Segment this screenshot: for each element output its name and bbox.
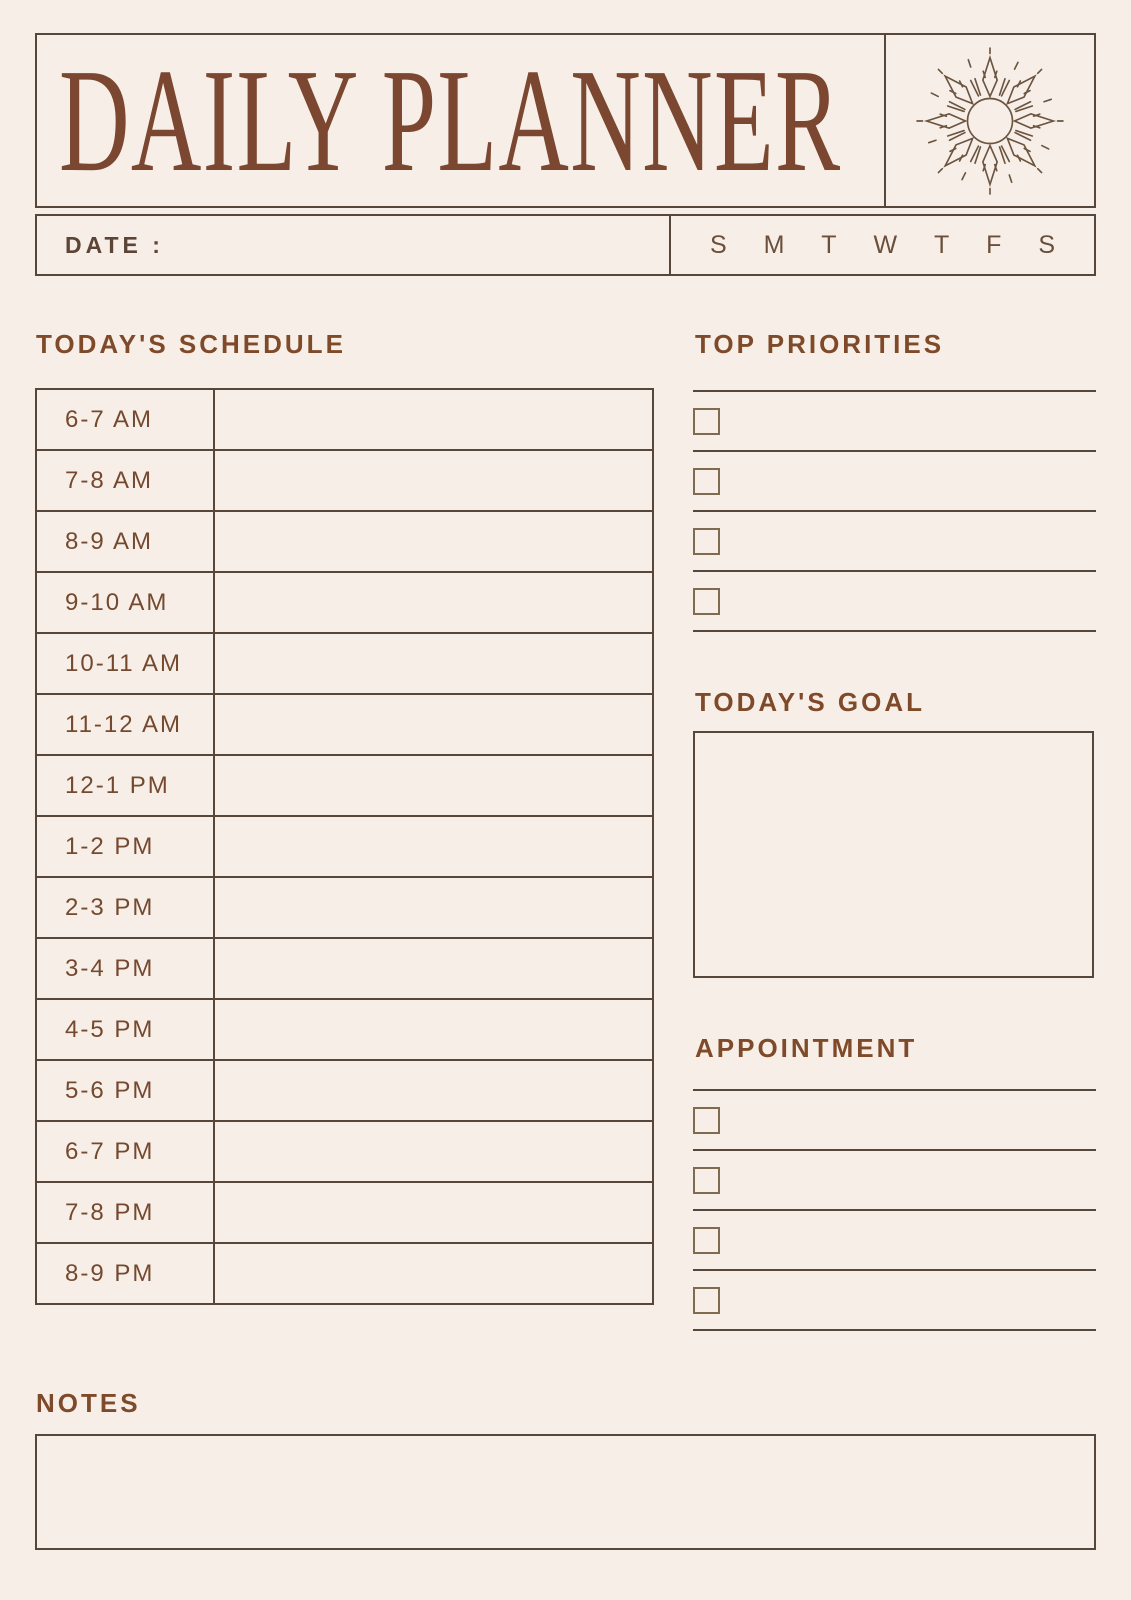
schedule-entry-field[interactable] [215,817,652,876]
schedule-time-label: 2-3 PM [37,878,215,937]
day-letter-sunday[interactable]: S [710,230,727,259]
day-letter-friday[interactable]: F [986,230,1002,259]
day-letter-tuesday[interactable]: T [821,230,837,259]
notes-field[interactable] [35,1434,1096,1550]
appointment-heading: APPOINTMENT [695,1033,918,1063]
priorities-heading: TOP PRIORITIES [695,329,945,359]
date-label: DATE : [65,231,164,258]
appointment-row [693,1211,1096,1271]
schedule-row [37,815,652,876]
priority-row [693,452,1096,512]
schedule-time-label: 7-8 PM [37,1183,215,1242]
priority-row [693,572,1096,632]
schedule-time-label: 8-9 AM [37,512,215,571]
schedule-time-label: 1-2 PM [37,817,215,876]
schedule-row [37,754,652,815]
notes-heading: NOTES [36,1388,141,1418]
schedule-row [37,937,652,998]
appointment-checkbox[interactable] [693,1287,720,1314]
day-letter-monday[interactable]: M [763,230,785,259]
appointment-line[interactable] [720,1271,1096,1329]
priority-checkbox[interactable] [693,588,720,615]
schedule-row [37,510,652,571]
date-cell [37,216,669,274]
appointment-line[interactable] [720,1091,1096,1149]
schedule-row [37,876,652,937]
day-letter-thursday[interactable]: T [933,230,950,259]
schedule-entry-field[interactable] [215,756,652,815]
schedule-entry-field[interactable] [215,878,652,937]
date-row [35,214,1096,276]
priority-checkbox[interactable] [693,468,720,495]
schedule-row [37,1242,652,1303]
date-field[interactable] [164,216,669,274]
priority-row [693,512,1096,572]
appointment-checkbox[interactable] [693,1107,720,1134]
schedule-time-label: 8-9 PM [37,1244,215,1303]
priority-line[interactable] [720,512,1096,570]
priority-line[interactable] [720,392,1096,450]
schedule-time-label: 9-10 AM [37,573,215,632]
sun-compartment [884,35,1094,206]
appointment-line[interactable] [720,1211,1096,1269]
schedule-entry-field[interactable] [215,1000,652,1059]
sun-icon [915,46,1065,196]
appointment-row [693,1271,1096,1331]
priority-line[interactable] [720,452,1096,510]
schedule-row [37,571,652,632]
schedule-time-label: 11-12 AM [37,695,215,754]
schedule-row [37,390,652,449]
header [35,33,1096,208]
schedule-time-label: 10-11 AM [37,634,215,693]
priorities-list [693,390,1096,632]
schedule-time-label: 6-7 PM [37,1122,215,1181]
priority-checkbox[interactable] [693,408,720,435]
schedule-entry-field[interactable] [215,939,652,998]
day-letter-saturday[interactable]: S [1038,230,1055,259]
schedule-table [35,388,654,1305]
appointment-checkbox[interactable] [693,1167,720,1194]
schedule-entry-field[interactable] [215,1122,652,1181]
schedule-row [37,1120,652,1181]
schedule-row [37,632,652,693]
schedule-row [37,449,652,510]
schedule-row [37,998,652,1059]
schedule-heading: TODAY'S SCHEDULE [36,329,346,359]
goal-field[interactable] [693,731,1094,978]
appointment-row [693,1151,1096,1211]
weekday-letters [710,231,1055,260]
schedule-time-label: 3-4 PM [37,939,215,998]
schedule-entry-field[interactable] [215,390,652,449]
schedule-time-label: 5-6 PM [37,1061,215,1120]
schedule-entry-field[interactable] [215,512,652,571]
goal-heading: TODAY'S GOAL [695,687,925,717]
schedule-time-label: 4-5 PM [37,1000,215,1059]
schedule-row [37,693,652,754]
schedule-time-label: 6-7 AM [37,390,215,449]
priority-checkbox[interactable] [693,528,720,555]
appointment-checkbox[interactable] [693,1227,720,1254]
appointment-line[interactable] [720,1151,1096,1209]
appointment-list [693,1089,1096,1331]
schedule-entry-field[interactable] [215,634,652,693]
schedule-row [37,1181,652,1242]
schedule-entry-field[interactable] [215,1244,652,1303]
appointment-row [693,1091,1096,1151]
weekday-selector [669,216,1094,274]
page-title: DAILY PLANNER [59,38,842,203]
priority-row [693,392,1096,452]
schedule-entry-field[interactable] [215,573,652,632]
schedule-time-label: 12-1 PM [37,756,215,815]
day-letter-wednesday[interactable]: W [873,230,898,259]
schedule-entry-field[interactable] [215,1183,652,1242]
schedule-row [37,1059,652,1120]
schedule-entry-field[interactable] [215,451,652,510]
title-area [37,35,884,206]
schedule-entry-field[interactable] [215,1061,652,1120]
schedule-time-label: 7-8 AM [37,451,215,510]
schedule-entry-field[interactable] [215,695,652,754]
priority-line[interactable] [720,572,1096,630]
